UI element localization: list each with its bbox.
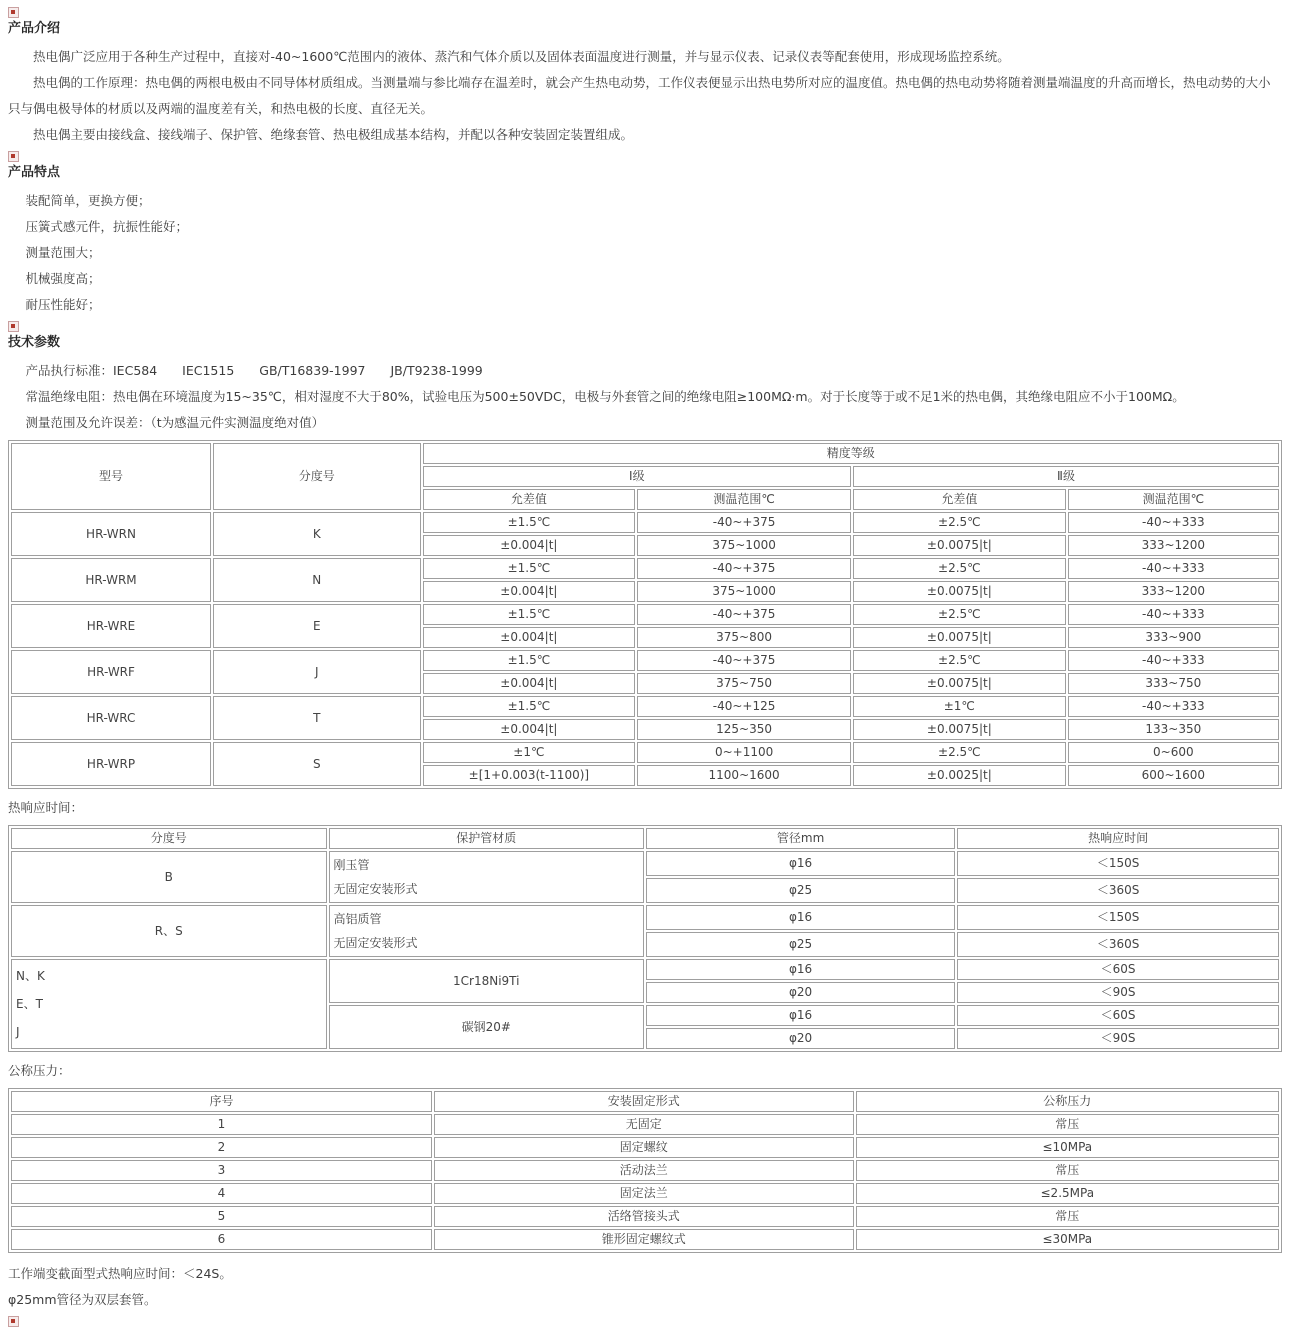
spec-cell: -40~+375 (637, 512, 851, 533)
table-row (11, 959, 1279, 980)
footer-note: φ25mm管径为双层套管。 (8, 1292, 157, 1307)
section-marker (8, 320, 1282, 332)
spec-cell: ±0.004|t| (423, 673, 636, 694)
response-diameter: φ16 (646, 851, 955, 876)
broken-image-icon (8, 321, 19, 332)
response-header: 分度号 (11, 828, 327, 849)
spec-cell: -40~+333 (1068, 512, 1279, 533)
spec-model: HR-WRF (11, 650, 211, 694)
pressure-header: 公称压力 (856, 1091, 1279, 1112)
pressure-cell: 5 (11, 1206, 432, 1227)
response-time: ＜90S (957, 982, 1279, 1003)
response-material: 1Cr18Ni9Ti (329, 959, 645, 1003)
material-line: 无固定安装形式 (333, 882, 418, 896)
response-time: ＜150S (957, 851, 1279, 876)
tech-standard-line: 产品执行标准：IEC584 IEC1515 GB/T16839-1997 JB/T9238-1999 (25, 363, 483, 378)
spec-cell: ±0.0075|t| (853, 535, 1066, 556)
table-row (11, 650, 1279, 671)
spec-cell: 375~800 (637, 627, 851, 648)
spec-cell: 333~900 (1068, 627, 1279, 648)
spec-model: HR-WRE (11, 604, 211, 648)
pressure-cell: 1 (11, 1114, 432, 1135)
spec-graduation: E (213, 604, 421, 648)
spec-graduation: J (213, 650, 421, 694)
response-time: ＜150S (957, 905, 1279, 930)
spec-cell: ±0.0075|t| (853, 673, 1066, 694)
pressure-cell: 固定法兰 (434, 1183, 854, 1204)
spec-cell: -40~+375 (637, 604, 851, 625)
table-row (11, 1229, 1279, 1250)
spec-cell: ±0.004|t| (423, 627, 636, 648)
response-time: ＜60S (957, 959, 1279, 980)
feature-item: 装配简单，更换方便； (25, 193, 151, 208)
spec-header-graduation: 分度号 (213, 443, 421, 510)
response-header: 保护管材质 (329, 828, 645, 849)
spec-header-grade2: Ⅱ级 (853, 466, 1279, 487)
pressure-cell: 6 (11, 1229, 432, 1250)
graduation-line: J (16, 1025, 20, 1039)
table-row (11, 1114, 1279, 1135)
spec-cell: ±1.5℃ (423, 558, 636, 579)
section-marker (8, 150, 1282, 162)
spec-cell: ±1℃ (423, 742, 636, 763)
spec-cell: ±0.0075|t| (853, 719, 1066, 740)
spec-cell: 375~1000 (637, 581, 851, 602)
tech-range-line: 测量范围及允许误差：（t为感温元件实测温度绝对值） (25, 415, 325, 430)
table-row (11, 604, 1279, 625)
response-header: 热响应时间 (957, 828, 1279, 849)
feature-item: 压簧式感元件，抗振性能好； (25, 219, 189, 234)
response-diameter: φ20 (646, 1028, 955, 1049)
spec-cell: 375~1000 (637, 535, 851, 556)
response-graduation: R、S (11, 905, 327, 957)
pressure-cell: 无固定 (434, 1114, 854, 1135)
response-material: 碳钢20# (329, 1005, 645, 1049)
spec-cell: 0~600 (1068, 742, 1279, 763)
table-row (11, 558, 1279, 579)
spec-graduation: S (213, 742, 421, 786)
table-row (11, 1183, 1279, 1204)
pressure-table-label: 公称压力： (8, 1063, 71, 1078)
spec-cell: ±1.5℃ (423, 604, 636, 625)
response-diameter: φ20 (646, 982, 955, 1003)
spec-table (8, 440, 1282, 789)
pressure-cell: 2 (11, 1137, 432, 1158)
response-time: ＜360S (957, 878, 1279, 903)
pressure-cell: 4 (11, 1183, 432, 1204)
pressure-cell: 锥形固定螺纹式 (434, 1229, 854, 1250)
spec-cell: ±0.004|t| (423, 581, 636, 602)
spec-cell: -40~+375 (637, 558, 851, 579)
spec-cell: ±0.0075|t| (853, 581, 1066, 602)
spec-cell: -40~+375 (637, 650, 851, 671)
response-diameter: φ25 (646, 932, 955, 957)
spec-graduation: T (213, 696, 421, 740)
spec-model: HR-WRN (11, 512, 211, 556)
section-marker (8, 6, 1282, 18)
spec-header-grade1: Ⅰ级 (423, 466, 851, 487)
response-graduation: B (11, 851, 327, 903)
footer-note: 工作端变截面型式热响应时间：＜24S。 (8, 1266, 232, 1281)
spec-cell: ±1.5℃ (423, 650, 636, 671)
intro-heading: 产品介绍 (8, 21, 61, 36)
intro-paragraph: 热电偶广泛应用于各种生产过程中，直接对-40~1600℃范围内的液体、蒸汽和气体介质以及固体表面温度进行测量，并与显示仪表、记录仪表等配套使用，形成现场监控系统。 (33, 49, 1010, 64)
table-row (11, 696, 1279, 717)
spec-header-accuracy: 精度等级 (423, 443, 1279, 464)
spec-cell: -40~+333 (1068, 696, 1279, 717)
spec-cell: 600~1600 (1068, 765, 1279, 786)
broken-image-icon (8, 151, 19, 162)
pressure-table (8, 1088, 1282, 1253)
spec-cell: -40~+333 (1068, 650, 1279, 671)
response-diameter: φ25 (646, 878, 955, 903)
response-header: 管径mm (646, 828, 955, 849)
spec-cell: ±0.004|t| (423, 719, 636, 740)
intro-paragraph: 热电偶主要由接线盒、接线端子、保护管、绝缘套管、热电极组成基本结构，并配以各种安装固定装置组成。 (33, 127, 634, 142)
table-row (11, 742, 1279, 763)
response-diameter: φ16 (646, 905, 955, 930)
spec-cell: -40~+333 (1068, 558, 1279, 579)
spec-header-range: 测温范围℃ (637, 489, 851, 510)
pressure-cell: 固定螺纹 (434, 1137, 854, 1158)
response-graduation-group (11, 959, 327, 1049)
feature-item: 机械强度高； (25, 271, 101, 286)
response-material (329, 905, 645, 957)
broken-image-icon (8, 1316, 19, 1327)
feature-item: 测量范围大； (25, 245, 101, 260)
response-time: ＜90S (957, 1028, 1279, 1049)
pressure-cell: 常压 (856, 1160, 1279, 1181)
table-row (11, 1137, 1279, 1158)
material-line: 高铝质管 (333, 912, 382, 926)
graduation-line: N、K (16, 969, 45, 983)
spec-cell: ±1.5℃ (423, 696, 636, 717)
spec-cell: 0~+1100 (637, 742, 851, 763)
spec-header-range: 测温范围℃ (1068, 489, 1279, 510)
spec-cell: 1100~1600 (637, 765, 851, 786)
spec-model: HR-WRC (11, 696, 211, 740)
spec-cell: ±2.5℃ (853, 512, 1066, 533)
spec-cell: -40~+125 (637, 696, 851, 717)
pressure-cell: ≤2.5MPa (856, 1183, 1279, 1204)
spec-cell: ±0.0025|t| (853, 765, 1066, 786)
spec-cell: 133~350 (1068, 719, 1279, 740)
spec-cell: ±0.0075|t| (853, 627, 1066, 648)
spec-cell: ±2.5℃ (853, 558, 1066, 579)
feature-item: 耐压性能好； (25, 297, 101, 312)
table-row (11, 512, 1279, 533)
broken-image-icon (8, 7, 19, 18)
pressure-header: 序号 (11, 1091, 432, 1112)
response-material (329, 851, 645, 903)
response-diameter: φ16 (646, 1005, 955, 1026)
table-row (11, 905, 1279, 930)
spec-cell: ±2.5℃ (853, 650, 1066, 671)
spec-cell: 375~750 (637, 673, 851, 694)
response-table-label: 热响应时间： (8, 800, 84, 815)
pressure-header: 安装固定形式 (434, 1091, 854, 1112)
spec-model: HR-WRP (11, 742, 211, 786)
graduation-line: E、T (16, 997, 43, 1011)
pressure-cell: 3 (11, 1160, 432, 1181)
spec-graduation: K (213, 512, 421, 556)
spec-header-model: 型号 (11, 443, 211, 510)
spec-cell: 333~750 (1068, 673, 1279, 694)
spec-cell: ±1.5℃ (423, 512, 636, 533)
spec-cell: ±1℃ (853, 696, 1066, 717)
spec-cell: ±0.004|t| (423, 535, 636, 556)
tech-heading: 技术参数 (8, 335, 61, 350)
pressure-cell: ≤30MPa (856, 1229, 1279, 1250)
spec-cell: ±2.5℃ (853, 604, 1066, 625)
pressure-cell: ≤10MPa (856, 1137, 1279, 1158)
pressure-cell: 活动法兰 (434, 1160, 854, 1181)
tech-insulation-line: 常温绝缘电阻：热电偶在环境温度为15~35℃，相对湿度不大于80%，试验电压为500±50VDC，电极与外套管之间的绝缘电阻≥100MΩ·m。对于长度等于或不足1米的热电偶，其绝缘电阻应不小于100MΩ。 (25, 389, 1185, 404)
intro-paragraph: 热电偶的工作原理：热电偶的两根电极由不同导体材质组成。当测量端与参比端存在温差时，就会产生热电动势，工作仪表便显示出热电势所对应的温度值。热电偶的热电动势将随着测量端温度的升高而增长，热电动势的大小只与偶电极导体的材质以及两端的温度差有关，和热电极的长度、直径无关。 (8, 75, 1271, 116)
spec-header-tolerance: 允差值 (853, 489, 1066, 510)
pressure-cell: 常压 (856, 1206, 1279, 1227)
spec-model: HR-WRM (11, 558, 211, 602)
spec-cell: ±[1+0.003(t-1100)] (423, 765, 636, 786)
spec-cell: -40~+333 (1068, 604, 1279, 625)
spec-graduation: N (213, 558, 421, 602)
section-marker (8, 1315, 1282, 1327)
pressure-cell: 常压 (856, 1114, 1279, 1135)
spec-cell: 333~1200 (1068, 535, 1279, 556)
table-row (11, 851, 1279, 876)
spec-cell: 125~350 (637, 719, 851, 740)
response-time: ＜60S (957, 1005, 1279, 1026)
features-heading: 产品特点 (8, 165, 61, 180)
spec-header-tolerance: 允差值 (423, 489, 636, 510)
table-row (11, 1206, 1279, 1227)
material-line: 刚玉管 (333, 858, 370, 872)
pressure-cell: 活络管接头式 (434, 1206, 854, 1227)
material-line: 无固定安装形式 (333, 936, 418, 950)
response-table (8, 825, 1282, 1052)
response-diameter: φ16 (646, 959, 955, 980)
response-time: ＜360S (957, 932, 1279, 957)
spec-cell: 333~1200 (1068, 581, 1279, 602)
table-row (11, 1160, 1279, 1181)
spec-cell: ±2.5℃ (853, 742, 1066, 763)
